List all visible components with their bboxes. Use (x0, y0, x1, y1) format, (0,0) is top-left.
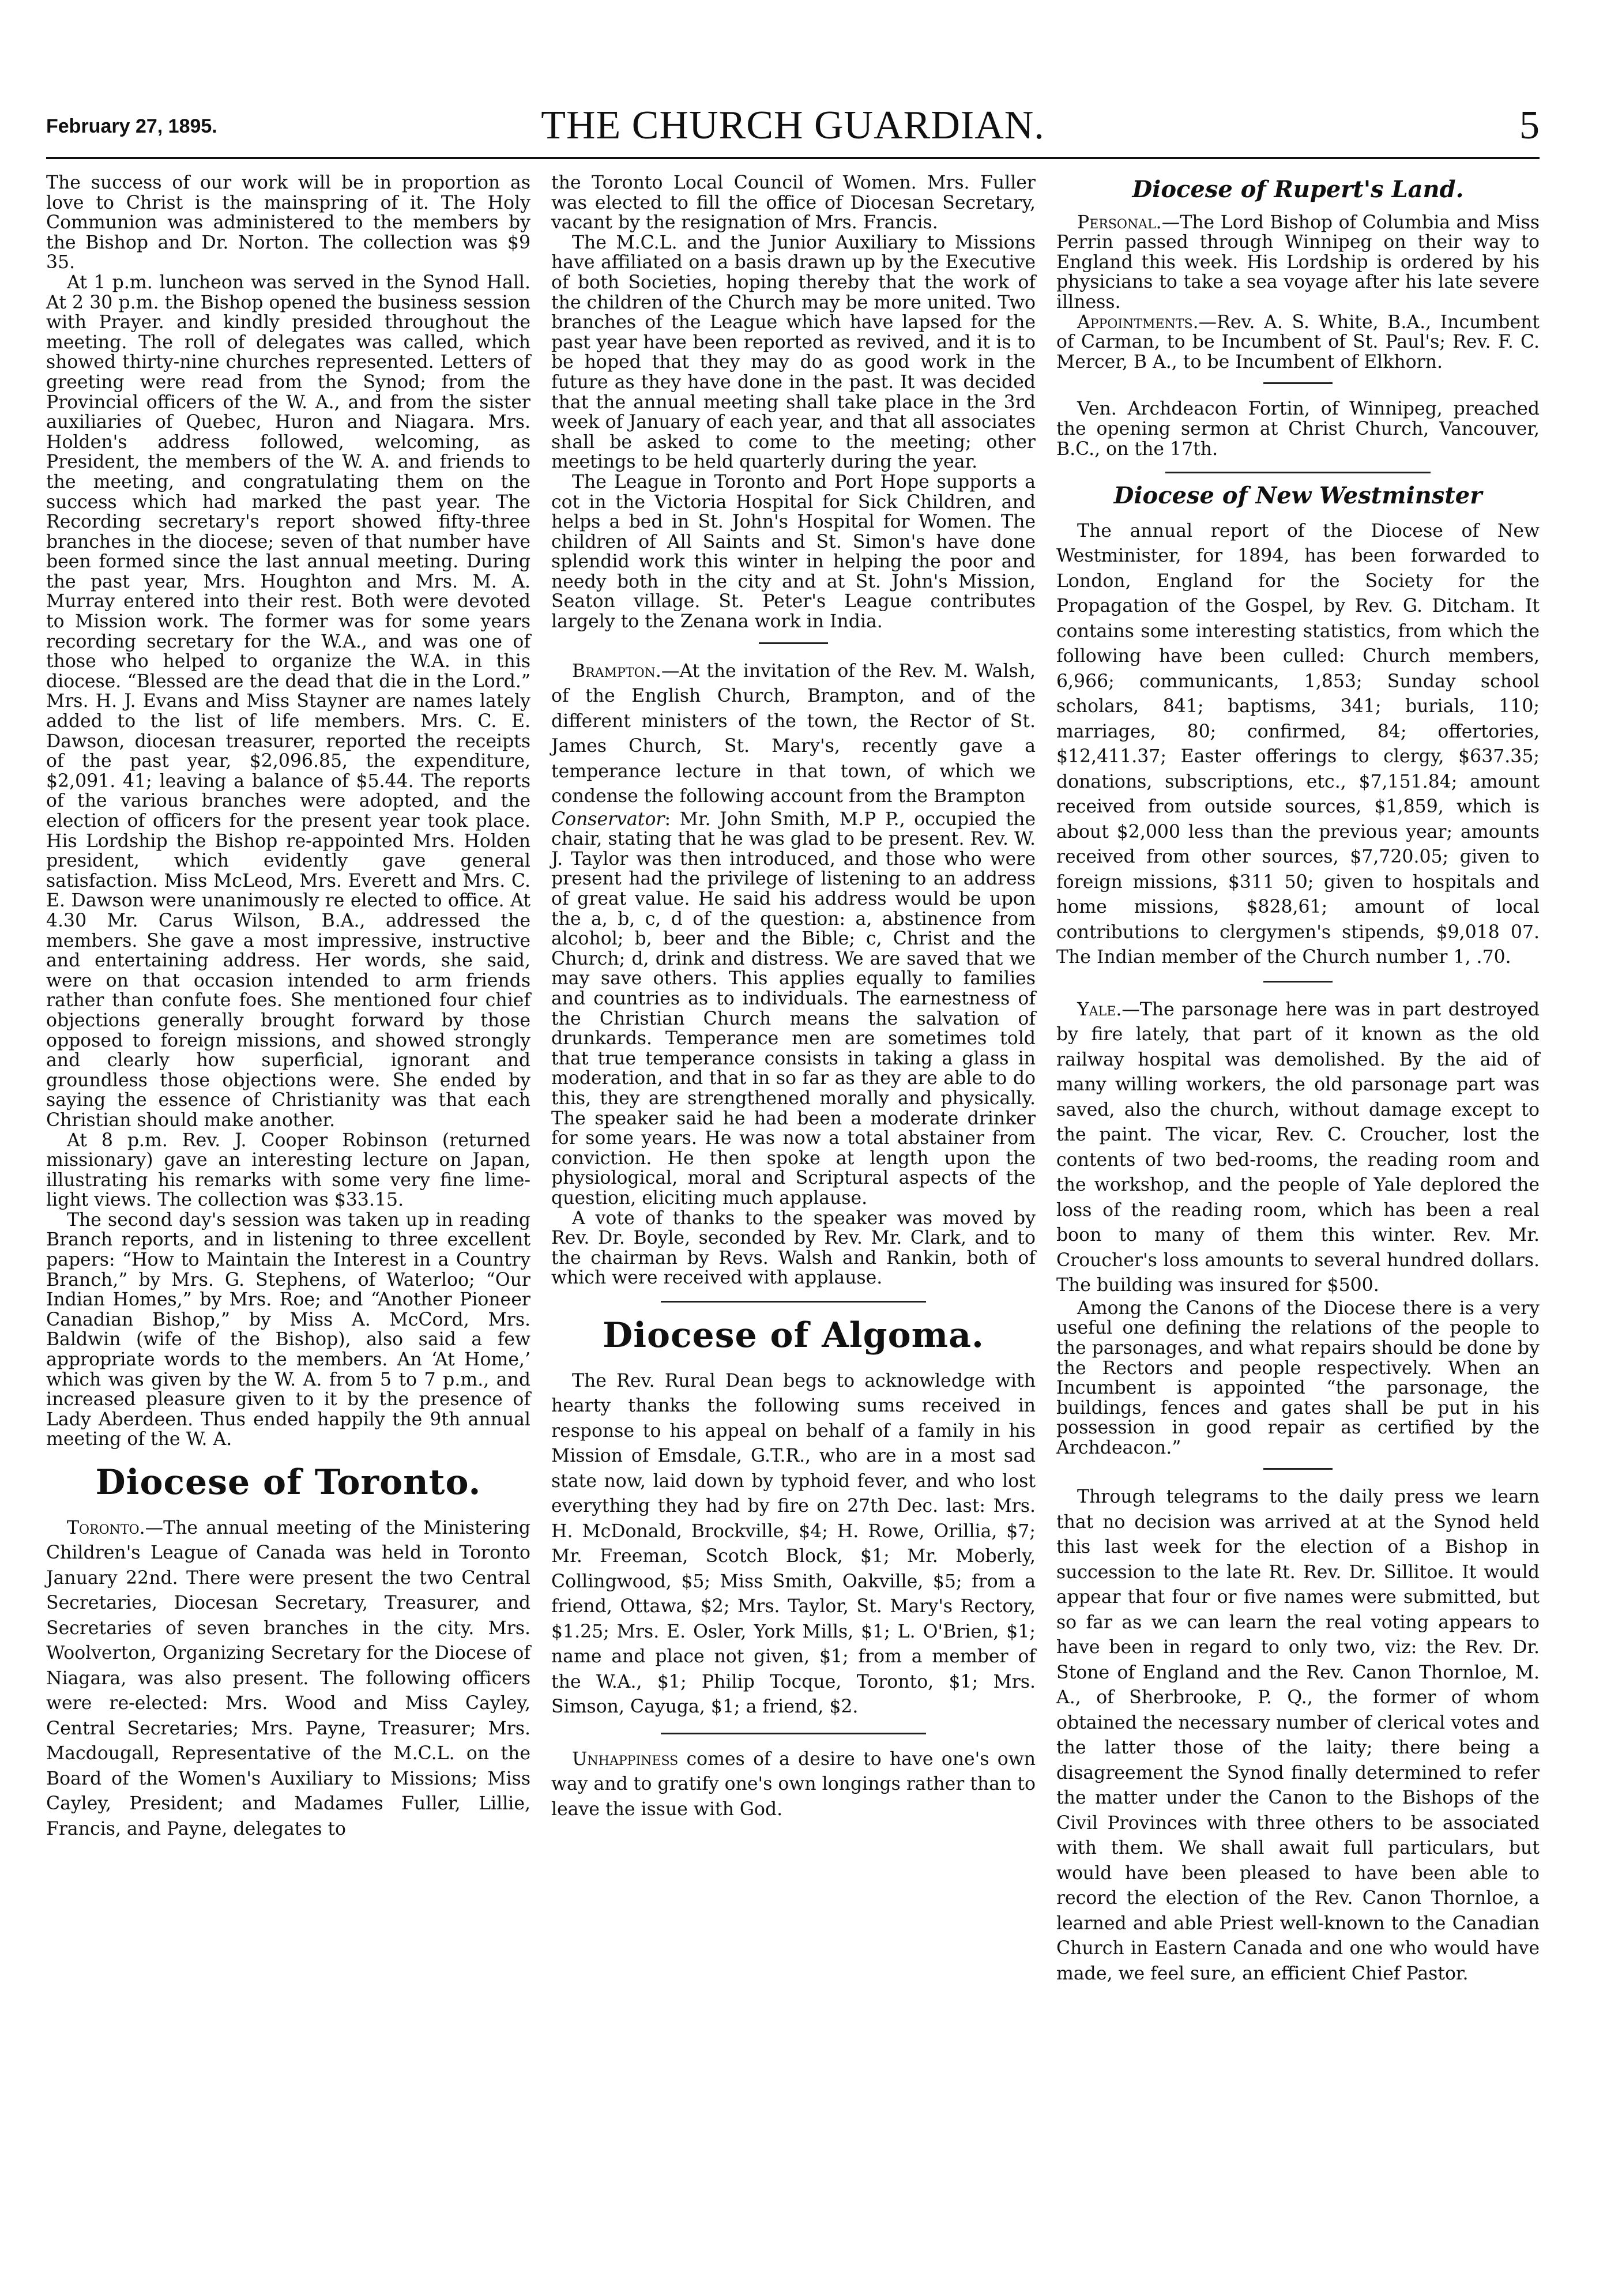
paragraph-mcl-affiliation: The M.C.L. and the Junior Auxiliary to Missions have affiliated on a basis drawn up by the Executive of both Societies, hoping thereby that the work of the children of the Church may be more united. Two branches of the League which have lapsed for the past year have been reported as revived, and it is to be hoped that they may do as good work in the future as they have done in the past. It was decided that the annual meeting shall take place in the 3rd week of January of each year, and that all associates shall be asked to come to the meeting; other meetings to be held quarterly during the year. (551, 232, 1036, 473)
issue-date: February 27, 1895. (46, 115, 217, 137)
paragraph-mcl-hospital: The League in Toronto and Port Hope supports a cot in the Victoria Hospital for Sick Children, and helps a bed in St. John's Hospital for Women. The children of All Saints and St. Simon's have done splendid work this winter in helping the poor and needy both in the city and at St. John's Mission, Seaton village. St. Peter's League contributes largely to the Zenana work in India. (551, 471, 1036, 633)
paragraph-mcl-council: the Toronto Local Council of Women. Mrs. Fuller was elected to fill the office of Diocesan Secretary, vacant by the resignation of Mrs. Francis. (551, 172, 1036, 234)
section-heading-algoma: Diocese of Algoma. (603, 1315, 984, 1356)
paragraph-wa-session: At 1 p.m. luncheon was served in the Synod Hall. At 2 30 p.m. the Bishop opened the business session with Prayer. and kindly presided throughout the meeting. The roll of delegates was called, which showed thirty-nine churches represented. Letters of greeting were read from the Synod; from the Provincial officers of the W. A., and from the sister auxiliaries of Quebec, Huron and Niagara. Mrs. Holden's address followed, welcoming, as President, the members of the W. A. and friends to the meeting, and congratulating them on the success which had marked the past year. The Recording secretary's report showed fifty-three branches in the diocese; seven of that number have been formed since the last annual meeting. During the past year, Mrs. Houghton and Mrs. M. A. Murray entered into their rest. Both were devoted to Mission work. The former was for some years recording secretary for the W.A., and was one of those who helped to organize the W.A. in this diocese. “Blessed are the dead that die in the Lord.” Mrs. H. J. Evans and Miss Stayner are names lately added to the list of life members. Mrs. C. E. Dawson, diocesan treasurer, reported the receipts of the past year, $2,096.85, the expenditure, $2,091. 41; leaving a balance of $5.44. The reports of the various branches were adopted, and the election of officers for the present year took place. His Lordship the Bishop re-appointed Mrs. Holden president, which evidently gave general satisfaction. Miss McLeod, Mrs. Everett and Mrs. C. E. Dawson were unanimously re elected to office. At 4.30 Mr. Carus Wilson, B.A., addressed the members. She gave a most impressive, instructive and entertaining address. Her words, she said, were on that occasion intended to arm friends rather than confute foes. She mentioned four chief objections generally brought forward by those opposed to foreign missions, and showed strongly and clearly how superficial, ignorant and groundless those objections were. She ended by saying the essence of Christianity was that each Christian should make another. (46, 272, 530, 1131)
divider (1263, 981, 1333, 983)
masthead (46, 103, 1540, 155)
page-number: 5 (1519, 103, 1540, 148)
divider (1263, 382, 1333, 384)
paragraph-brampton-lecture (551, 810, 1036, 1209)
section-heading-ruperts-land: Diocese of Rupert's Land. (1132, 176, 1464, 203)
yale-lead: Yale. (1077, 999, 1122, 1020)
personal-text: —The Lord Bishop of Columbia and Miss Perrin passed through Winnipeg on their way to England this week. His Lordship is ordered by his physicians to take a sea voyage after his late severe illness. (1056, 212, 1540, 313)
masthead-rule (46, 157, 1540, 159)
yale-text: —The parsonage here was in part destroyed by fire lately, that part of it known as the old railway hospital was demolished. By the aid of many willing workers, the old parsonage part was saved, also the church, without damage except to the paint. The vicar, Rev. C. Croucher, lost the contents of two bed-rooms, the reading room and the workshop, and the people of Yale deplored the loss of the reading room, which has been a real boon to many of them this winter. Rev. Mr. Croucher's loss amounts to several hundred dollars. The building was insured for $500. (1056, 999, 1540, 1296)
paragraph-toronto (46, 1516, 530, 1842)
paragraph-new-westminster-report: The annual report of the Diocese of New Westminister, for 1894, has been forwarded to London, England for the Society for the Propagation of the Gospel, by Rev. G. Ditcham. It contains some interesting statistics, from which the following have been culled: Church members, 6,966; communicants, 1,853; Sunday school scholars, 841; baptisms, 341; burials, 110; marriages, 80; confirmed, 84; offertories, $12,411.37; Easter offerings to clergy, $637.35; donations, subscriptions, etc., $7,151.84; amount received from outside sources, $1,859, which is about $2,000 less than the previous year; amounts received from other sources, $7,720.05; given to foreign missions, $311 50; given to hospitals and home missions, $828,61; amount of local contributions to clergymen's stipends, $9,018 07. The Indian member of the Church number 1, .70. (1056, 520, 1540, 968)
section-heading-new-westminster: Diocese of New Westminster (1113, 482, 1482, 510)
paragraph-wa-lecture: At 8 p.m. Rev. J. Cooper Robinson (returned missionary) gave an interesting lecture on Japan, illustrating his remarks with some very fine lime-light views. The collection was $33.15. (46, 1130, 530, 1211)
brampton-lead: Brampton. (572, 660, 661, 682)
personal-lead: Personal. (1077, 212, 1162, 233)
paragraph-bishop-election: Through telegrams to the daily press we learn that no decision was arrived at at the Synod held this last week for the election of a Bishop in succession to the late Rt. Rev. Dr. Sillitoe. It would appear that four or five names were submitted, but so far as we can learn the real voting appears to have been in regard to only two, viz: the Rev. Dr. Stone of England and the Rev. Canon Thornloe, M. A., of Sherbrooke, P. Q., the former of whom obtained the necessary number of clerical votes and the latter those of the laity; there being a disagreement the Synod finally determined to refer the matter under the Canon to the Bishops of the Civil Provinces with three others to be associated with them. We shall await full particulars, but would have been pleased to have been able to record the election of the Rev. Canon Thornloe, a learned and able Priest well-known to the Canadian Church in Eastern Canada and one who would have made, we feel sure, an efficient Chief Pastor. (1056, 1486, 1540, 1984)
paragraph-canons: Among the Canons of the Diocese there is a very useful one defining the relations of the people to the parsonages, and what repairs should be done by the Rectors and people respectively. When an Incumbent is appointed “the parsonage, the buildings, fences and gates shall be put in his possession in good repair as certified by the Archdeacon.” (1056, 1297, 1540, 1458)
appointments-lead: Appointments. (1077, 311, 1199, 333)
column-1 (46, 173, 530, 1842)
column-3 (1056, 173, 1540, 1986)
paragraph-personal (1056, 213, 1540, 313)
paragraph-fortin: Ven. Archdeacon Fortin, of Winnipeg, preached the opening sermon at Christ Church, Vancouver, B.C., on the 17th. (1056, 398, 1540, 460)
newspaper-name: Conservator (551, 808, 665, 830)
toronto-text: —The annual meeting of the Ministering Children's League of Canada was held in Toronto January 22nd. There were present the two Central Secretaries, Diocesan Secretary, Treasurer, and Secretaries of seven branches in the city. Mrs. Woolverton, Organizing Secretary for the Diocese of Niagara, was also present. The following officers were re-elected: Mrs. Wood and Miss Cayley, Central Secretaries; Mrs. Payne, Treasurer; Mrs. Macdougall, Representative of the M.C.L. on the Board of the Women's Auxiliary to Missions; Miss Cayley, President; and Madames Fuller, Lillie, Francis, and Payne, delegates to (46, 1517, 530, 1839)
unhappiness-lead: Unhappiness (572, 1748, 679, 1770)
paragraph-wa-success: The success of our work will be in proportion as love to Christ is the mainspring of it. The Holy Communion was administered to the members by the Bishop and Dr. Norton. The collection was $9 35. (46, 172, 530, 273)
toronto-lead: Toronto. (67, 1517, 145, 1538)
paragraph-vote-of-thanks: A vote of thanks to the speaker was moved by Rev. Dr. Boyle, seconded by Rev. Mr. Clark, and to the chairman by Revs. Walsh and Rankin, both of which were received with applause. (551, 1207, 1036, 1289)
column-2 (551, 173, 1036, 1822)
appointments-text: —Rev. A. S. White, B.A., Incumbent of Carman, to be Incumbent of St. Paul's; Rev. F. C. Mercer, B A., to be Incumbent of Elkhorn. (1056, 311, 1540, 372)
unhappiness-text: comes of a desire to have one's own way and to gratify one's own longings rather than to leave the issue with God. (551, 1748, 1036, 1820)
paragraph-wa-second-day: The second day's session was taken up in reading Branch reports, and in listening to three excellent papers: “How to Maintain the Interest in a Country Branch,” by Mrs. G. Stephens, of Waterloo; “Our Indian Homes,” by Mrs. Roe; and “Another Pioneer Canadian Bishop,” by Miss A. McCord, Mrs. Baldwin (wife of the Bishop), also said a few appropriate words to the members. An ‘At Home,’ which was given by the W. A. from 5 to 7 p.m., and increased pleasure given to it by the presence of Lady Aberdeen. Thus ended happily the 9th annual meeting of the W. A. (46, 1209, 530, 1450)
divider (661, 1301, 926, 1303)
paragraph-brampton-intro (551, 659, 1036, 810)
divider (661, 1733, 926, 1734)
divider (1165, 472, 1431, 473)
brampton-lecture-text: : Mr. John Smith, M.P P., occupied the chair, stating that he was glad to be present. Rev. W. J. Taylor was then introduced, and those who were present had the privilege of listening to an address of great value. He said his address would be upon the a, b, c, d of the question: a, abstinence from alcohol; b, beer and the Bible; c, Christ and the Church; d, drink and distress. We are saved that we may save others. This applies equally to families and countries as to individuals. The earnestness of the Christian Church means the salvation of drunkards. Temperance men are sometimes told that true temperance consists in taking a glass in moderation, and that in so far as they are able to do this, they are strengthened morally and physically. The speaker said he had been a moderate drinker for some years. He was now a total abstainer from conviction. He then spoke at length upon the physiological, moral and Scriptural aspects of the question, eliciting much applause. (551, 808, 1036, 1209)
paragraph-algoma: The Rev. Rural Dean begs to acknowledge with hearty thanks the following sums received in response to his appeal on behalf of a family in his Mission of Emsdale, G.T.R., who are in a most sad state now, laid down by typhoid fever, and who lost everything they had by fire on 27th Dec. last: Mrs. H. McDonald, Brockville, $4; H. Rowe, Orillia, $7; Mr. Freeman, Scotch Block, $1; Mr. Moberly, Collingwood, $5; Miss Smith, Oakville, $5; from a friend, Ottawa, $2; Mrs. Taylor, St. Mary's Rectory, $1.25; Mrs. E. Osler, York Mills, $1; L. O'Brien, $1; name and place not given, $1; from a member of the W.A., $1; Philip Tocque, Toronto, $1; Mrs. Simson, Cayuga, $1; a friend, $2. (551, 1370, 1036, 1717)
divider (1263, 1468, 1333, 1470)
section-heading-toronto: Diocese of Toronto. (95, 1462, 481, 1503)
newspaper-title: THE CHURCH GUARDIAN. (541, 103, 1045, 148)
divider (759, 642, 828, 644)
paragraph-unhappiness (551, 1747, 1036, 1823)
paragraph-appointments (1056, 313, 1540, 372)
paragraph-yale (1056, 998, 1540, 1298)
brampton-text: —At the invitation of the Rev. M. Walsh, of the English Church, Brampton, and of the different ministers of the town, the Rector of St. James Church, St. Mary's, recently gave a temperance lecture in that town, of which we condense the following account from the Brampton (551, 660, 1036, 807)
